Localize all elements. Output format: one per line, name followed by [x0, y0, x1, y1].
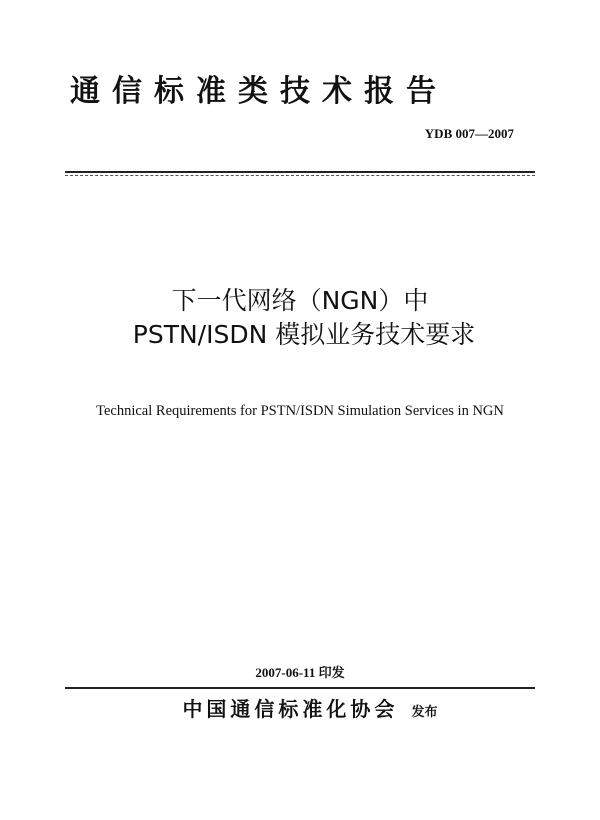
footer-divider	[65, 687, 535, 689]
document-title	[0, 284, 600, 352]
report-category-title: 通信标准类技术报告	[70, 74, 448, 109]
document-title-line-1: 下一代网络（NGN）中	[171, 286, 429, 315]
header-divider	[65, 171, 535, 173]
issue-date: 2007-06-11 印发	[255, 665, 345, 680]
document-title-line-2: PSTN/ISDN 模拟业务技术要求	[132, 320, 476, 349]
publish-label: 发布	[411, 705, 438, 720]
publisher-line	[0, 695, 600, 727]
english-title: Technical Requirements for PSTN/ISDN Simulation Services in NGN	[96, 403, 504, 419]
document-number: YDB 007—2007	[424, 126, 514, 141]
header-divider-thin	[65, 175, 535, 176]
publisher-name: 中国通信标准化协会	[182, 697, 399, 721]
